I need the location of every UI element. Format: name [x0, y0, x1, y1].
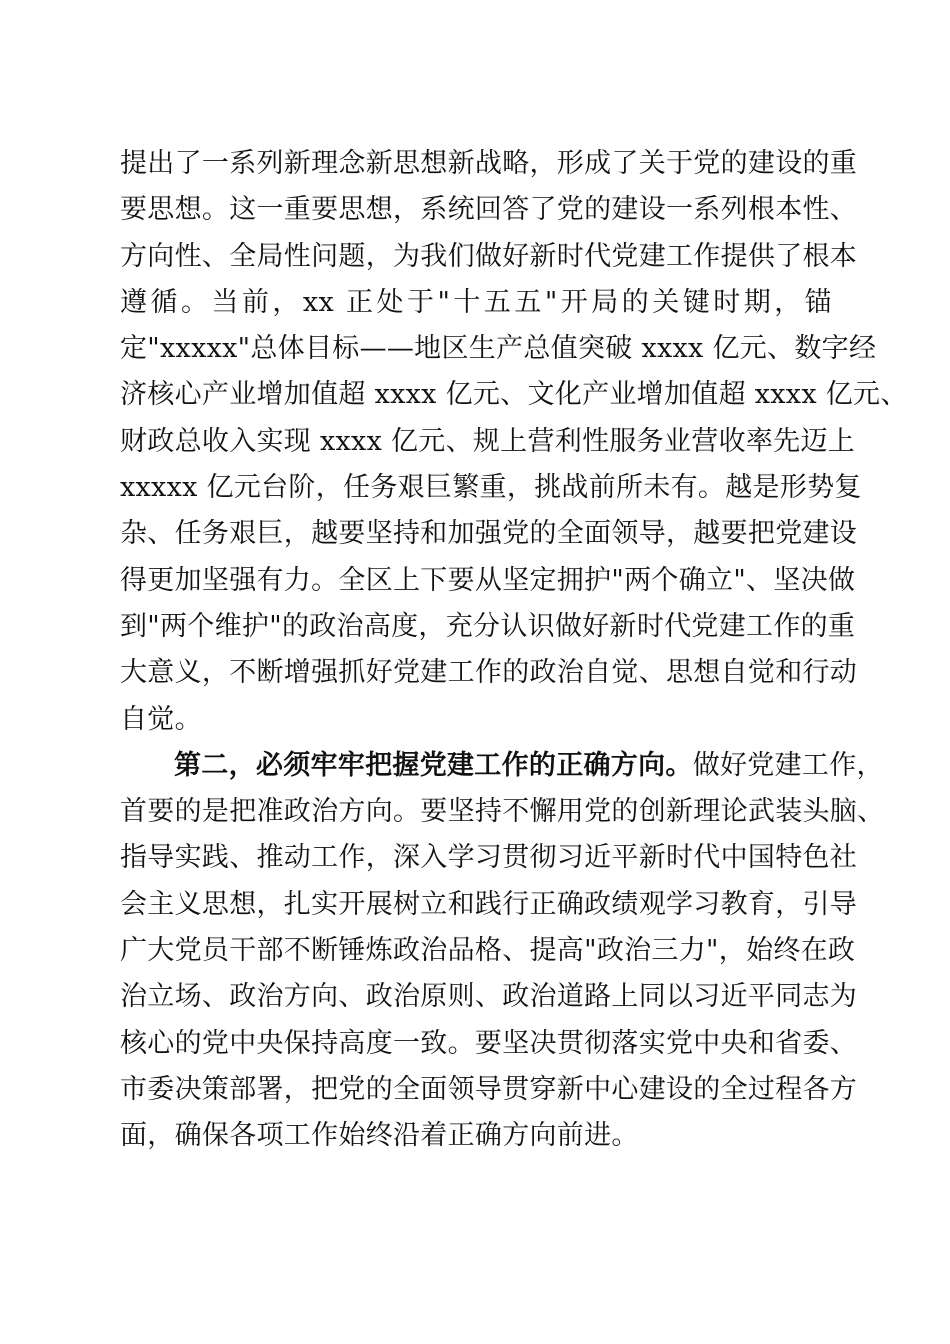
text-line: 财政总收入实现 xxxx 亿元、规上营利性服务业营收率先迈上: [120, 425, 856, 457]
text-line: 首要的是把准政治方向。要坚持不懈用党的创新理论武装头脑、: [120, 796, 885, 828]
paragraph-1: [120, 141, 908, 743]
text-line: 杂、任务艰巨，越要坚持和加强党的全面领导，越要把党建设: [120, 518, 858, 550]
text-line: 治立场、政治方向、政治原则、政治道路上同以习近平同志为: [120, 981, 858, 1013]
text-line: 广大党员干部不断锤炼政治品格、提高"政治三力"，始终在政: [120, 935, 856, 967]
text-line: 大意义，不断增强抓好党建工作的政治自觉、思想自觉和行动: [120, 657, 858, 689]
text-line: xxxxx 亿元台阶，任务艰巨繁重，挑战前所未有。越是形势复: [120, 472, 862, 504]
text-line: 方向性、全局性问题，为我们做好新时代党建工作提供了根本: [120, 240, 858, 272]
text-line: 提出了一系列新理念新思想新战略，形成了关于党的建设的重: [120, 148, 858, 179]
text-line: 要思想。这一重要思想，系统回答了党的建设一系列根本性、: [120, 194, 858, 226]
paragraph-2: [120, 743, 885, 1160]
text-line: 面，确保各项工作始终沿着正确方向前进。: [120, 1120, 639, 1152]
section-heading: 第二，必须牢牢把握党建工作的正确方向。: [174, 749, 693, 781]
text-fragment: 做好党建工作，: [692, 749, 884, 781]
text-line: 定"xxxxx"总体目标——地区生产总值突破 xxxx 亿元、数字经: [120, 333, 877, 365]
text-line: 遵循。当前，xx 正处于"十五五"开局的关键时期，锚: [120, 286, 832, 318]
text-line: 得更加坚强有力。全区上下要从坚定拥护"两个确立"、坚决做: [120, 564, 856, 596]
text-line: [120, 743, 884, 789]
text-line: 济核心产业增加值超 xxxx 亿元、文化产业增加值超 xxxx 亿元、: [120, 379, 908, 411]
text-line: 市委决策部署，把党的全面领导贯穿新中心建设的全过程各方: [120, 1073, 858, 1105]
text-line: 会主义思想，扎实开展树立和践行正确政绩观学习教育，引导: [120, 888, 858, 920]
document-body: [120, 141, 908, 1160]
text-line: 到"两个维护"的政治高度，充分认识做好新时代党建工作的重: [120, 610, 856, 642]
text-line: 指导实践、推动工作，深入学习贯彻习近平新时代中国特色社: [120, 842, 858, 874]
text-line: 核心的党中央保持高度一致。要坚决贯彻落实党中央和省委、: [120, 1027, 858, 1059]
text-line: 自觉。: [120, 703, 202, 735]
